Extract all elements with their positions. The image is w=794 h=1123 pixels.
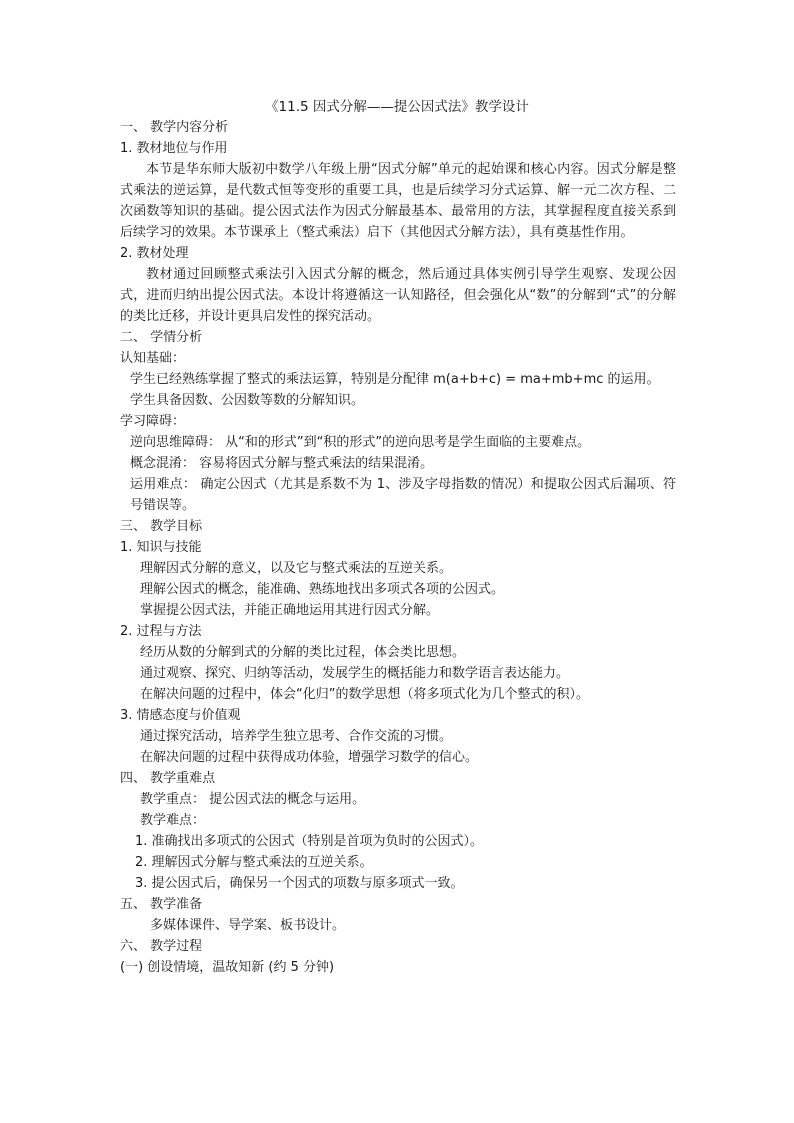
teaching-materials: 多媒体课件、导学案、板书设计。 <box>150 918 346 933</box>
teaching-key-point: 教学重点： 提公因式法的概念与运用。 <box>140 792 366 807</box>
process-step-1: (一) 创设情境，温故知新 (约 5 分钟) <box>120 960 335 975</box>
section-1-paragraph-2: 教材通过回顾整式乘法引入因式分解的概念，然后通过具体实例引导学生观察、发现公因式，进而归纳出提公因式法。本设计将遵循这一认知路径，但会强化从“数”的分解到“式”的分解的类比迁移，并设计更具启发性的探究活动。 <box>120 267 676 324</box>
section-5-heading: 五、 教学准备 <box>120 897 203 912</box>
section-6-heading: 六、 教学过程 <box>120 939 203 954</box>
section-4-heading: 四、 教学重难点 <box>120 771 216 786</box>
goal-item: 通过探究活动，培养学生独立思考、合作交流的习惯。 <box>140 729 453 744</box>
goal-group-title: 1. 知识与技能 <box>120 540 202 555</box>
goal-group-title: 2. 过程与方法 <box>120 624 202 639</box>
document-title: 《11.5 因式分解——提公因式法》教学设计 <box>265 99 529 115</box>
goal-group-title: 3. 情感态度与价值观 <box>120 708 241 723</box>
goal-item: 理解因式分解的意义，以及它与整式乘法的互逆关系。 <box>140 561 453 576</box>
document-body <box>120 117 676 978</box>
teaching-difficulty-label: 教学难点： <box>140 813 206 828</box>
goal-item: 掌握提公因式法，并能正确地运用其进行因式分解。 <box>140 603 440 618</box>
teaching-difficulty-item: 2. 理解因式分解与整式乘法的互逆关系。 <box>135 855 373 870</box>
goal-item: 通过观察、探究、归纳等活动，发展学生的概括能力和数学语言表达能力。 <box>140 666 570 681</box>
learning-obstacle-item: 概念混淆： 容易将因式分解与整式乘法的结果混淆。 <box>130 456 434 471</box>
section-3-heading: 三、 教学目标 <box>120 519 203 534</box>
section-1-heading: 一、 教学内容分析 <box>120 120 229 135</box>
goal-item: 在解决问题的过程中获得成功体验，增强学习数学的信心。 <box>140 750 479 765</box>
goal-item: 经历从数的分解到式的分解的类比过程，体会类比思想。 <box>140 645 466 660</box>
learning-obstacle-item: 逆向思维障碍： 从“和的形式”到“积的形式”的逆向思考是学生面临的主要难点。 <box>130 435 591 450</box>
cognitive-basis-label: 认知基础： <box>120 351 186 366</box>
section-1-sub-1: 1. 教材地位与作用 <box>120 141 228 156</box>
learning-obstacle-item: 运用难点： 确定公因式（尤其是系数不为 1、涉及字母指数的情况）和提取公因式后漏项、符号错误等。 <box>130 477 676 513</box>
learning-obstacle-label: 学习障碍： <box>120 414 186 429</box>
section-2-heading: 二、 学情分析 <box>120 330 203 345</box>
teaching-difficulty-item: 3. 提公因式后，确保另一个因式的项数与原多项式一致。 <box>135 876 464 891</box>
goal-item: 在解决问题的过程中，体会“化归”的数学思想（将多项式化为几个整式的积）。 <box>140 687 589 702</box>
section-1-sub-2: 2. 教材处理 <box>120 246 189 261</box>
teaching-difficulty-item: 1. 准确找出多项式的公因式（特别是首项为负时的公因式）。 <box>135 834 484 849</box>
cognitive-basis-item: 学生已经熟练掌握了整式的乘法运算，特别是分配律 m(a+b+c) = ma+mb+mc 的运用。 <box>130 372 660 387</box>
goal-item: 理解公因式的概念，能准确、熟练地找出多项式各项的公因式。 <box>140 582 505 597</box>
cognitive-basis-item: 学生具备因数、公因数等数的分解知识。 <box>130 393 365 408</box>
section-1-paragraph-1: 本节是华东师大版初中数学八年级上册“因式分解”单元的起始课和核心内容。因式分解是整式乘法的逆运算，是代数式恒等变形的重要工具，也是后续学习分式运算、解一元二次方程、二次函数等知识的基础。提公因式法作为因式分解最基本、最常用的方法，其掌握程度直接关系到后续学习的效果。本节课承上（整式乘法）启下（其他因式分解方法），具有奠基性作用。 <box>120 162 676 240</box>
